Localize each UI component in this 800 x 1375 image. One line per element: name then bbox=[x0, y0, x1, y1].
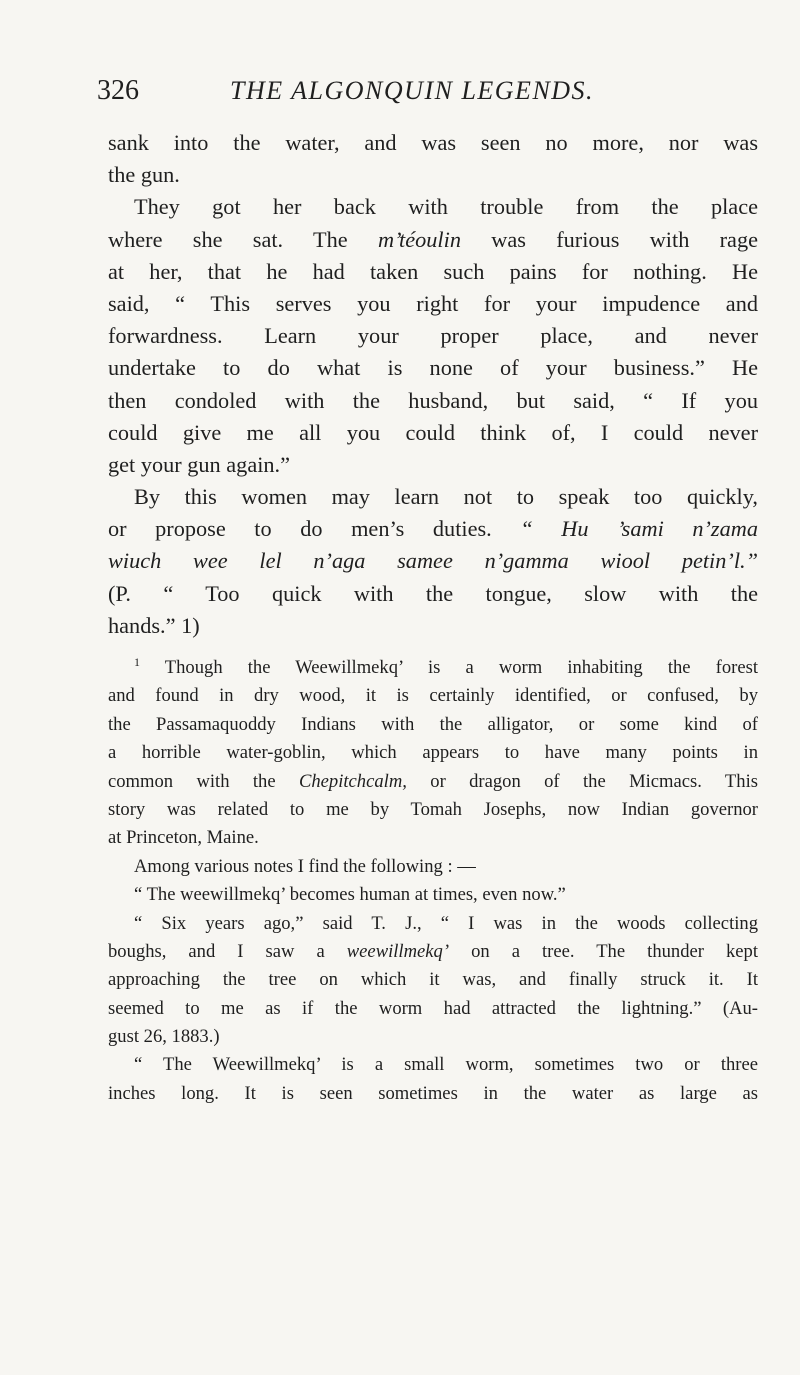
italic-term: m’téoulin bbox=[377, 226, 461, 252]
footnote-line: inches long. It is seen sometimes in the water as large as bbox=[108, 1082, 758, 1104]
body-line bbox=[108, 545, 758, 577]
footnote-line bbox=[108, 768, 758, 796]
body-line: get your gun again.” bbox=[108, 451, 291, 477]
italic-phrase: “ Hu ’sami n’zama bbox=[520, 516, 759, 542]
footnote-line: a horrible water-goblin, which appears to have many points in bbox=[108, 742, 758, 764]
footnote bbox=[108, 654, 758, 1108]
line-segment: where she sat. The bbox=[108, 226, 378, 252]
footnote-line: at Princeton, Maine. bbox=[108, 827, 259, 849]
line-segment: or propose to do men’s duties. bbox=[108, 516, 492, 542]
body-line bbox=[108, 224, 758, 256]
body-line: sank into the water, and was seen no more, nor was bbox=[108, 130, 758, 155]
body-line: could give me all you could think of, I could never bbox=[108, 419, 758, 445]
footnote-line: story was related to me by Tomah Josephs, now Indian governor bbox=[108, 798, 758, 820]
footnote-line: gust 26, 1883.) bbox=[108, 1026, 220, 1048]
footnote-line: and found in dry wood, it is certainly identified, or confused, by bbox=[108, 685, 758, 707]
italic-phrase: wiuch wee lel n’aga samee n’gamma wiool petin’l.” bbox=[108, 548, 758, 574]
line-segment: common with the bbox=[108, 770, 276, 792]
body-line: forwardness. Learn your proper place, and never bbox=[108, 323, 758, 349]
body-line: then condoled with the husband, but said, “ If you bbox=[108, 387, 758, 413]
line-segment: boughs, and I saw a bbox=[108, 940, 325, 962]
footnote-line: approaching the tree on which it was, and finally struck it. It bbox=[108, 969, 758, 991]
running-header bbox=[0, 75, 800, 115]
body-line: By this women may learn not to speak too quickly, bbox=[134, 484, 758, 510]
running-title: THE ALGONQUIN LEGENDS. bbox=[230, 76, 595, 105]
line-segment: or dragon of the Micmacs. This bbox=[430, 770, 758, 792]
footnote-line: Among various notes I find the following : — bbox=[134, 855, 476, 877]
italic-term: weewillmekq’ bbox=[346, 940, 450, 962]
body-line: the gun. bbox=[108, 162, 180, 188]
page-number: 326 bbox=[97, 75, 139, 106]
footnote-line bbox=[108, 938, 758, 966]
footnote-marker: 1 bbox=[134, 654, 140, 669]
footnote-line: “ The weewillmekq’ becomes human at times, even now.” bbox=[134, 884, 566, 906]
body-line: at her, that he had taken such pains for nothing. He bbox=[108, 258, 758, 284]
body-line: hands.” 1) bbox=[108, 612, 200, 638]
body-line: said, “ This serves you right for your impudence and bbox=[108, 290, 758, 316]
footnote-line: “ Six years ago,” said T. J., “ I was in the woods collecting bbox=[134, 912, 758, 934]
main-text bbox=[108, 127, 758, 1108]
body-line: (P. “ Too quick with the tongue, slow with the bbox=[108, 580, 758, 606]
footnote-line bbox=[108, 654, 758, 682]
body-line: They got her back with trouble from the place bbox=[134, 194, 758, 220]
line-segment: Though the Weewillmekq’ is a worm inhabiting the forest bbox=[164, 657, 758, 678]
body-line: undertake to do what is none of your business.” He bbox=[108, 355, 758, 381]
body-line bbox=[108, 513, 758, 545]
line-segment: on a tree. The thunder kept bbox=[471, 940, 758, 962]
footnote-line: the Passamaquoddy Indians with the alligator, or some kind of bbox=[108, 713, 758, 735]
footnote-line: “ The Weewillmekq’ is a small worm, sometimes two or three bbox=[134, 1054, 758, 1076]
footnote-line: seemed to me as if the worm had attracted the lightning.” (Au- bbox=[108, 997, 758, 1019]
italic-term: Chepitchcalm, bbox=[298, 770, 407, 792]
line-segment: was furious with rage bbox=[460, 226, 758, 252]
